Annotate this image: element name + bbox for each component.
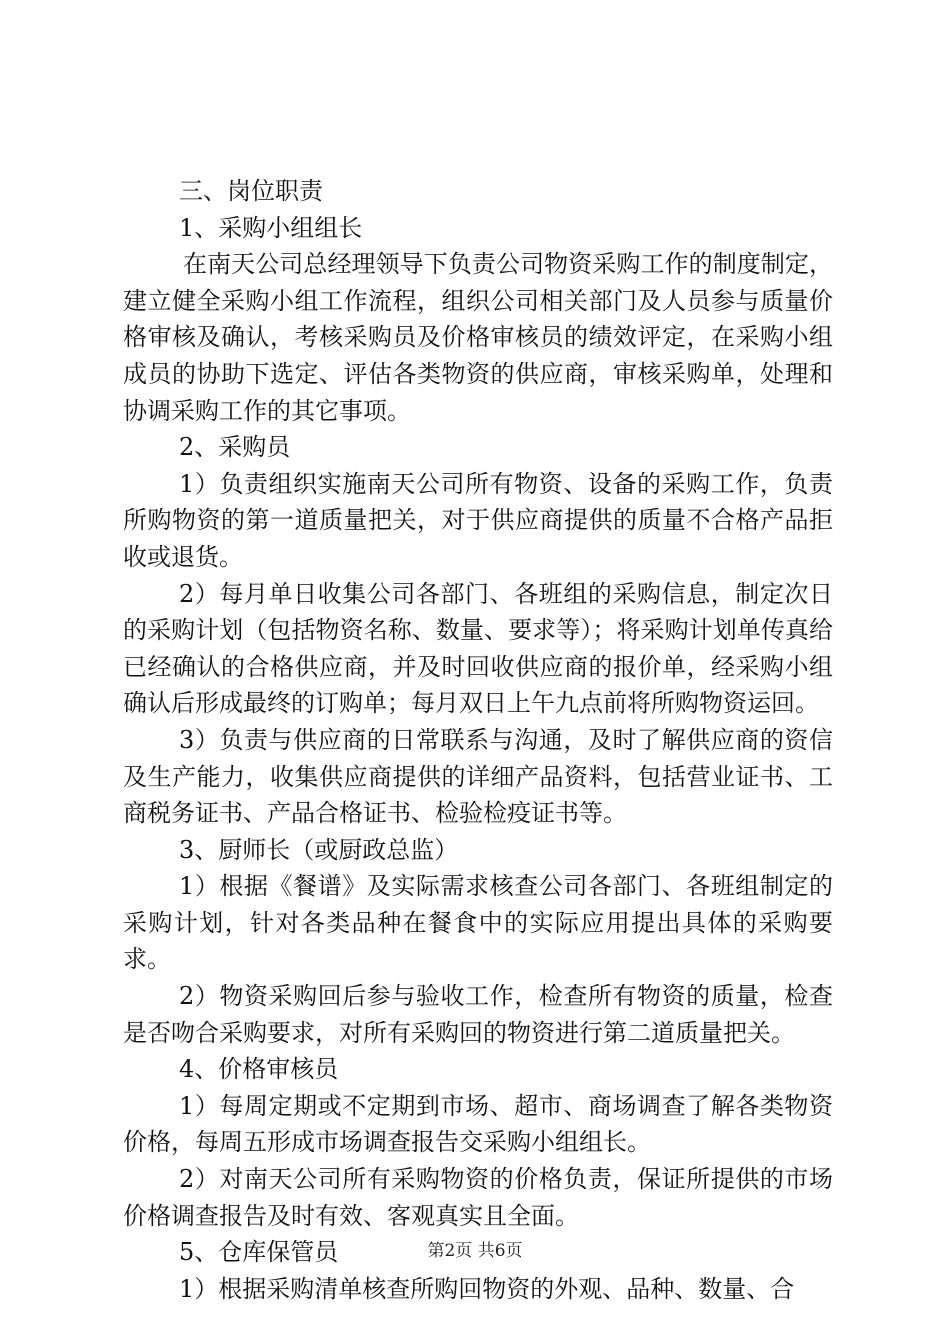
- paragraph: 1）每周定期或不定期到市场、超市、商场调查了解各类物资价格，每周五形成市场调查报告交采购小组组长。: [123, 1091, 833, 1157]
- paragraph: 3）负责与供应商的日常联系与沟通，及时了解供应商的资信及生产能力，收集供应商提供的详细产品资料，包括营业证书、工商税务证书、产品合格证书、检验检疫证书等。: [123, 725, 833, 828]
- role-heading: 4、价格审核员: [179, 1055, 339, 1084]
- role-heading: 3、厨师长（或厨政总监）: [179, 835, 459, 864]
- paragraph: 2）对南天公司所有采购物资的价格负责，保证所提供的市场价格调查报告及时有效、客观真实且全面。: [123, 1165, 833, 1230]
- paragraph: 在南天公司总经理领导下负责公司物资采购工作的制度制定，建立健全采购小组工作流程，组织公司相关部门及人员参与质量价格审核及确认，考核采购员及价格审核员的绩效评定，在采购小组成员的协助下选定、评估各类物资的供应商，审核采购单，处理和协调采购工作的其它事项。: [123, 250, 833, 425]
- paragraph: 1）负责组织实施南天公司所有物资、设备的采购工作，负责所购物资的第一道质量把关，对于供应商提供的质量不合格产品拒收或退货。: [123, 469, 833, 571]
- page-number: 第2页 共6页: [427, 1241, 523, 1261]
- document-body: [123, 173, 833, 1307]
- paragraph: 1）根据采购清单核查所购回物资的外观、品种、数量、合: [179, 1274, 795, 1303]
- section-title: 三、岗位职责: [179, 177, 323, 205]
- role-heading: 1、采购小组组长: [179, 213, 363, 242]
- role-heading: 2、采购员: [179, 433, 291, 462]
- paragraph: 2）物资采购回后参与验收工作，检查所有物资的质量，检查是否吻合采购要求，对所有采购回的物资进行第二道质量把关。: [123, 982, 833, 1047]
- paragraph: 1）根据《餐谱》及实际需求核查公司各部门、各班组制定的采购计划，针对各类品种在餐食中的实际应用提出具体的采购要求。: [123, 872, 833, 974]
- paragraph: 2）每月单日收集公司各部门、各班组的采购信息，制定次日的采购计划（包括物资名称、数量、要求等）；将采购计划单传真给已经确认的合格供应商，并及时回收供应商的报价单，经采购小组确认后形成最终的订购单；每月双日上午九点前将所购物资运回。: [123, 579, 833, 718]
- role-heading: 5、仓库保管员: [179, 1238, 339, 1267]
